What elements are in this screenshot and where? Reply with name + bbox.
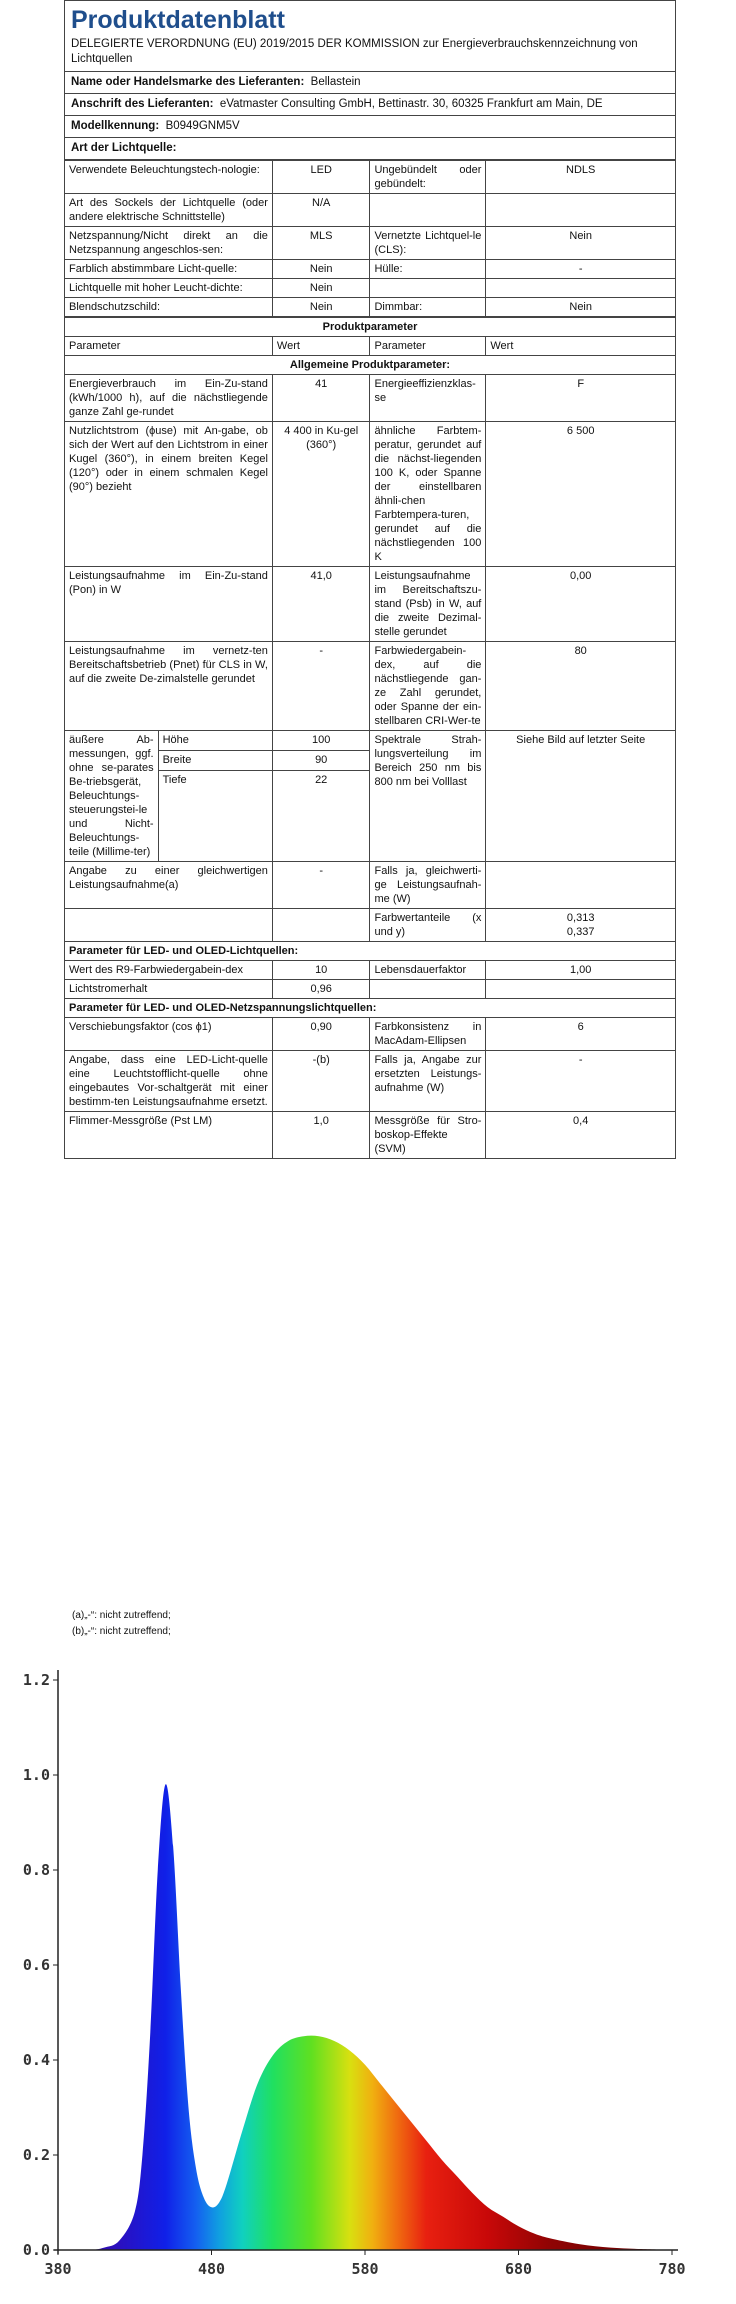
light-source-row [65, 161, 675, 194]
led-param-value: 10 [272, 961, 370, 980]
mains-param-label-2: Falls ja, Angabe zur ersetzten Leistungs-aufnahme (W) [370, 1051, 486, 1112]
general-params-header: Allgemeine Produktparameter: [65, 356, 675, 375]
col-value-1: Wert [272, 337, 370, 356]
y-tick-label: 0.8 [22, 1861, 50, 1879]
general-param-value: - [272, 642, 370, 731]
general-param-value: 41 [272, 375, 370, 422]
spectrum-area-series-0 [58, 1784, 672, 2250]
general-param-value: 4 400 in Ku-gel (360°) [272, 422, 370, 567]
light-source-value: N/A [272, 194, 370, 227]
mains-param-value: 1,0 [272, 1112, 370, 1159]
light-source-label-2: Dimmbar: [370, 298, 486, 317]
light-source-label-2 [370, 194, 486, 227]
light-source-label-2 [370, 279, 486, 298]
y-tick-label: 0.6 [22, 1956, 50, 1974]
dimension-value: 100 [273, 731, 370, 751]
mains-param-label: Flimmer-Messgröße (Pst LM) [65, 1112, 272, 1159]
light-source-row [65, 298, 675, 317]
dimension-value: 22 [315, 774, 328, 786]
y-tick-label: 1.0 [22, 1766, 50, 1784]
dimension-name: Höhe [159, 731, 272, 751]
dimensions-cell [65, 731, 272, 862]
light-source-label: Art des Sockels der Lichtquelle (oder andere elektrische Schnittstelle) [65, 194, 272, 227]
model-label: Modellkennung: [71, 120, 160, 132]
mains-param-label-2: Farbkonsistenz in MacAdam-Ellipsen [370, 1018, 486, 1051]
y-tick-label: 0.4 [22, 2051, 50, 2069]
footnote-a: (a)„-“: nicht zutreffend; [72, 1610, 171, 1621]
general-param-row [65, 422, 675, 567]
col-parameter-2: Parameter [370, 337, 486, 356]
light-source-label: Verwendete Beleuchtungstech-nologie: [65, 161, 272, 194]
dimensions-label: äußere Ab-messungen, ggf. ohne se-parates Be-triebsgerät, Beleuchtungs-steuerungstei-le und Nicht-Beleuchtungs-teile (Millime-ter) [65, 731, 158, 861]
led-param-value-2 [486, 980, 675, 999]
supplier-name-row [65, 72, 675, 94]
dimensions-values [272, 731, 370, 862]
general-param-label: Leistungsaufnahme im vernetz-ten Bereitschaftsbetrieb (Pnet) für CLS in W, auf die zweite De-zimalstelle gerundet [65, 642, 272, 731]
mains-param-value: -(b) [272, 1051, 370, 1112]
general-param-row [65, 375, 675, 422]
general-param-value: 41,0 [272, 567, 370, 642]
led-param-label-2: Lebensdauerfaktor [370, 961, 486, 980]
supplier-address-label: Anschrift des Lieferanten: [71, 98, 214, 110]
light-source-label-2: Vernetzte Lichtquel-le (CLS): [370, 227, 486, 260]
general-param-label-2: Leistungsaufnahme im Bereitschaftszu-stand (Psb) in W, auf die zweite Dezimal-stelle gerundet [370, 567, 486, 642]
general-param-label: Energieverbrauch im Ein-Zu-stand (kWh/1000 h), auf die nächstliegende ganze Zahl ge-rundet [65, 375, 272, 422]
page-title: Produktdatenblatt [71, 6, 285, 34]
light-source-label: Blendschutzschild: [65, 298, 272, 317]
general-param-value-2: 6 500 [486, 422, 675, 567]
light-source-value: Nein [272, 298, 370, 317]
spectral-distribution-chart [0, 1660, 736, 2304]
col-parameter-1: Parameter [65, 337, 272, 356]
general-param-row [65, 642, 675, 731]
equiv-power-w-label: Falls ja, gleichwerti-ge Leistungsaufnah-me (W) [370, 862, 486, 909]
led-param-label: Lichtstromerhalt [65, 980, 272, 999]
light-source-value-2: Nein [486, 227, 675, 260]
light-source-label: Farblich abstimmbare Licht-quelle: [65, 260, 272, 279]
mains-param-value-2: - [486, 1051, 675, 1112]
footnote-b: (b)„-“: nicht zutreffend; [72, 1626, 171, 1637]
col-value-2: Wert [486, 337, 675, 356]
spectral-label: Spektrale Strah-lungsverteilung im Bereich 250 nm bis 800 nm bei Volllast [370, 731, 486, 862]
supplier-name-label: Name oder Handelsmarke des Lieferanten: [71, 76, 305, 88]
supplier-name: Bellastein [310, 76, 361, 88]
light-source-value: Nein [272, 260, 370, 279]
light-source-value: Nein [272, 279, 370, 298]
mains-param-label: Verschiebungsfaktor (cos ϕ1) [65, 1018, 272, 1051]
supplier-address-row [65, 94, 675, 116]
x-tick-label: 480 [197, 2260, 226, 2278]
led-param-value-2: 1,00 [486, 961, 675, 980]
equiv-power-value: - [272, 862, 370, 909]
light-source-row [65, 260, 675, 279]
light-source-row [65, 227, 675, 260]
footnotes [64, 1604, 171, 1640]
light-source-value-2: - [486, 260, 675, 279]
mains-param-label-2: Messgröße für Stro-boskop-Effekte (SVM) [370, 1112, 486, 1159]
light-source-label-2: Ungebündelt oder gebündelt: [370, 161, 486, 194]
chromaticity-value: 0,313 0,337 [486, 909, 675, 942]
led-param-row [65, 961, 675, 980]
supplier-address: eVatmaster Consulting GmbH, Bettinastr. 30, 60325 Frankfurt am Main, DE [219, 98, 603, 110]
general-param-label: Leistungsaufnahme im Ein-Zu-stand (Pon) in W [65, 567, 272, 642]
x-tick-label: 380 [44, 2260, 72, 2278]
mains-param-row [65, 1051, 675, 1112]
dimension-value: 90 [273, 751, 370, 771]
product-params-header: Produktparameter [65, 318, 675, 337]
light-source-value: MLS [272, 227, 370, 260]
led-param-label: Wert des R9-Farbwiedergabein-dex [65, 961, 272, 980]
led-param-row [65, 980, 675, 999]
equiv-power-label: Angabe zu einer gleichwertigen Leistungsaufnahme(a) [65, 862, 272, 909]
light-source-value-2: Nein [486, 298, 675, 317]
product-params-table [65, 317, 675, 1159]
light-source-row [65, 279, 675, 298]
general-param-label-2: Energieeffizienzklas-se [370, 375, 486, 422]
mains-param-row [65, 1112, 675, 1159]
mains-param-value: 0,90 [272, 1018, 370, 1051]
model-id: B0949GNM5V [165, 120, 240, 132]
light-source-value-2 [486, 279, 675, 298]
x-tick-label: 680 [504, 2260, 533, 2278]
chromaticity-label: Farbwertanteile (x und y) [370, 909, 486, 942]
y-tick-label: 0.2 [22, 2146, 50, 2164]
led-param-label-2 [370, 980, 486, 999]
mains-param-row [65, 1018, 675, 1051]
light-source-row [65, 194, 675, 227]
light-source-label: Netzspannung/Nicht direkt an die Netzspannung angeschlos-sen: [65, 227, 272, 260]
general-param-label-2: Farbwiedergabein-dex, auf die nächstliegende gan-ze Zahl gerundet, oder Spanne der ein-stellbaren CRI-Wer-te [370, 642, 486, 731]
general-param-value-2: 80 [486, 642, 675, 731]
y-tick-label: 1.2 [22, 1671, 50, 1689]
general-param-label-2: ähnliche Farbtem-peratur, gerundet auf die nächst-liegenden 100 K, oder Spanne der einstellbaren ähnli-chen Farbtempera-turen, gerundet auf die nächstliegenden 100 K [370, 422, 486, 567]
light-source-label: Lichtquelle mit hoher Leucht-dichte: [65, 279, 272, 298]
dimension-name: Tiefe [162, 774, 187, 786]
light-source-value: LED [272, 161, 370, 194]
led-params-header: Parameter für LED- und OLED-Lichtquellen: [65, 942, 675, 961]
product-data-sheet [64, 0, 676, 1159]
spectral-value: Siehe Bild auf letzter Seite [486, 731, 675, 862]
mains-param-value-2: 6 [486, 1018, 675, 1051]
general-param-value-2: F [486, 375, 675, 422]
model-row [65, 116, 675, 138]
mains-param-label: Angabe, dass eine LED-Licht-quelle eine Leuchtstofflicht-quelle ohne eingebautes Vor-schaltgerät mit einer bestimm-ten Leistungsaufnahme ersetzt. [65, 1051, 272, 1112]
light-source-table [65, 160, 675, 317]
regulation-text: DELEGIERTE VERORDNUNG (EU) 2019/2015 DER KOMMISSION zur Energieverbrauchskennzeichnung von Lichtquellen [65, 35, 675, 72]
light-source-type-header: Art der Lichtquelle: [65, 138, 675, 160]
mains-params-header: Parameter für LED- und OLED-Netzspannungslichtquellen: [65, 999, 675, 1018]
equiv-power-w-value [486, 862, 675, 909]
general-param-value-2: 0,00 [486, 567, 675, 642]
dimension-name: Breite [159, 751, 272, 771]
y-tick-label: 0.0 [22, 2241, 50, 2259]
mains-param-value-2: 0,4 [486, 1112, 675, 1159]
general-param-label: Nutzlichtstrom (ϕuse) mit An-gabe, ob sich der Wert auf den Lichtstrom in einer Kugel (360°), in einem breiten Kegel (120°) oder in einem schmalen Kegel (90°) bezieht [65, 422, 272, 567]
light-source-value-2 [486, 194, 675, 227]
x-tick-label: 580 [351, 2260, 379, 2278]
led-param-value: 0,96 [272, 980, 370, 999]
light-source-value-2: NDLS [486, 161, 675, 194]
light-source-label-2: Hülle: [370, 260, 486, 279]
x-tick-label: 780 [658, 2260, 686, 2278]
general-param-row [65, 567, 675, 642]
